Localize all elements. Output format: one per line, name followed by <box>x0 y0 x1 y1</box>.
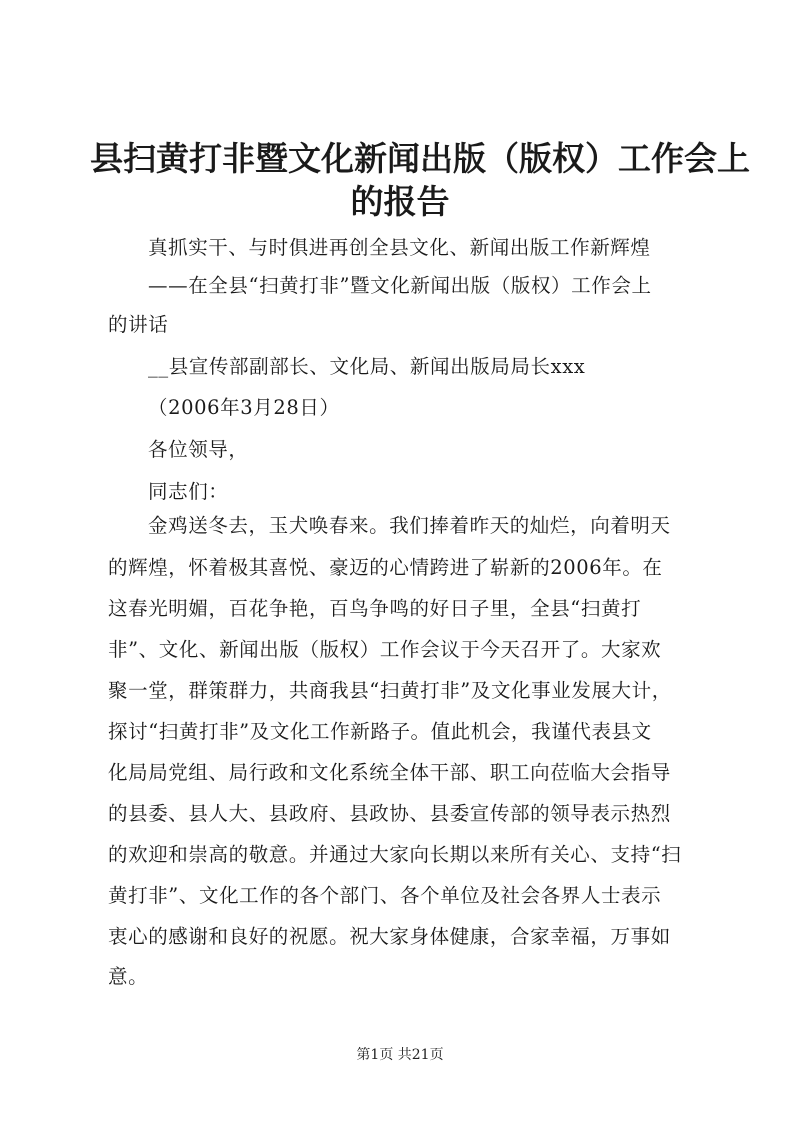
page-number-footer: 第1页 共21页 <box>356 1047 444 1063</box>
subtitle-line: 真抓实干、与时俱进再创全县文化、新闻出版工作新辉煌 <box>148 236 651 259</box>
paragraph-line: 金鸡送冬去，玉犬唤春来。我们捧着昨天的灿烂，向着明天 <box>148 514 671 537</box>
paragraph-line: 的辉煌，怀着极其喜悦、豪迈的心情跨进了崭新的2006年。在 <box>108 556 663 579</box>
paragraph-line: 化局局党组、局行政和文化系统全体干部、职工向莅临大会指导 <box>108 761 671 784</box>
paragraph-line: 非”、文化、新闻出版（版权）工作会议于今天召开了。大家欢 <box>108 638 662 661</box>
paragraph-line: 意。 <box>108 965 149 988</box>
salutation-line-1: 各位领导， <box>148 438 249 461</box>
paragraph-line: 衷心的感谢和良好的祝愿。祝大家身体健康，合家幸福，万事如 <box>108 925 671 948</box>
paragraph-line: 聚一堂，群策群力，共商我县“扫黄打非”及文化事业发展大计， <box>108 679 672 702</box>
title-line-1: 县扫黄打非暨文化新闻出版（版权）工作会上 <box>90 139 750 178</box>
paragraph-line: 的欢迎和崇高的敬意。并通过大家向长期以来所有关心、支持“扫 <box>108 843 682 866</box>
date-line: （2006年3月28日） <box>148 396 340 419</box>
document-title <box>90 137 750 223</box>
paragraph-line: 这春光明媚，百花争艳，百鸟争鸣的好日子里，全县“扫黄打 <box>108 597 642 620</box>
speech-context-line-cont: 的讲话 <box>108 313 169 336</box>
paragraph-line: 的县委、县人大、县政府、县政协、县委宣传部的领导表示热烈 <box>108 802 671 825</box>
paragraph-line: 黄打非”、文化工作的各个部门、各个单位及社会各界人士表示 <box>108 884 662 907</box>
speech-context-line: ——在全县“扫黄打非”暨文化新闻出版（版权）工作会上 <box>148 274 652 297</box>
paragraph-line: 探讨“扫黄打非”及文化工作新路子。值此机会，我谨代表县文 <box>108 720 652 743</box>
salutation-line-2: 同志们： <box>148 480 229 503</box>
speaker-line: __县宣传部副部长、文化局、新闻出版局局长xxx <box>148 355 586 378</box>
title-line-2: 的报告 <box>350 182 450 221</box>
